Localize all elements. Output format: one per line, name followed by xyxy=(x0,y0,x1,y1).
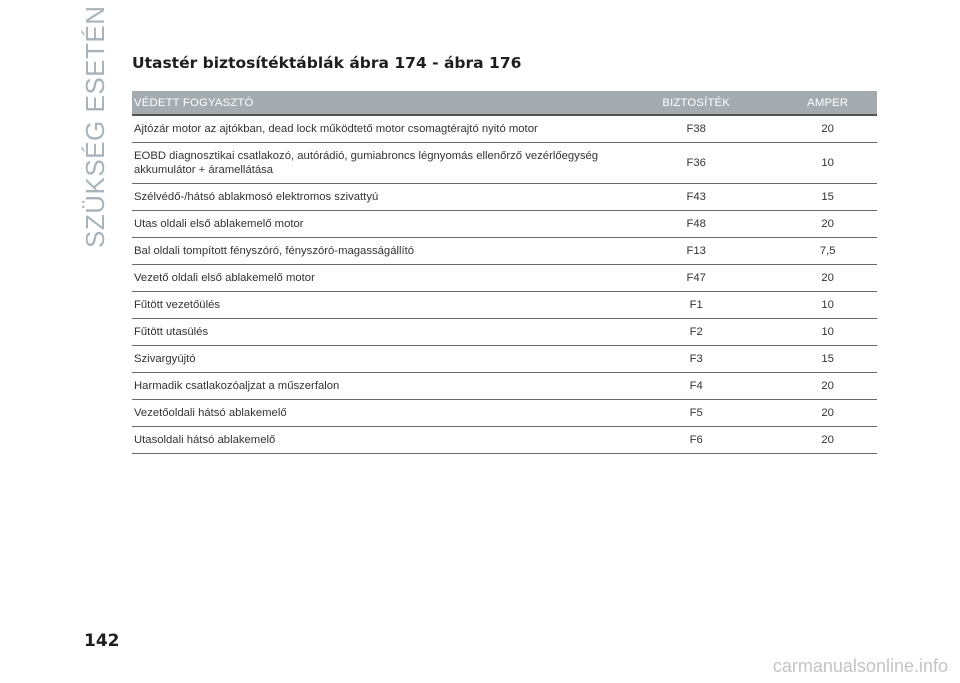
fuse-cell: F13 xyxy=(614,238,776,265)
table-row xyxy=(132,143,877,184)
fuse-cell: F5 xyxy=(614,400,776,427)
table-row xyxy=(132,319,877,346)
amp-cell: 15 xyxy=(776,184,877,211)
amp-cell: 20 xyxy=(776,373,877,400)
page-number: 142 xyxy=(84,631,120,651)
page-heading: Utastér biztosítéktáblák ábra 174 - ábra 176 xyxy=(132,54,522,72)
fuse-cell: F4 xyxy=(614,373,776,400)
amp-cell: 10 xyxy=(776,143,877,184)
fuse-cell: F47 xyxy=(614,265,776,292)
table-row xyxy=(132,184,877,211)
consumer-cell: Utas oldali első ablakemelő motor xyxy=(132,211,614,238)
consumer-cell: Fűtött utasülés xyxy=(132,319,614,346)
table-row xyxy=(132,292,877,319)
fuse-cell: F36 xyxy=(614,143,776,184)
consumer-cell: Vezető oldali első ablakemelő motor xyxy=(132,265,614,292)
table-row xyxy=(132,115,877,143)
amp-cell: 10 xyxy=(776,319,877,346)
consumer-cell: Szivargyújtó xyxy=(132,346,614,373)
amp-cell: 10 xyxy=(776,292,877,319)
fuse-cell: F48 xyxy=(614,211,776,238)
fuse-table-header-row xyxy=(132,91,877,115)
amp-cell: 20 xyxy=(776,265,877,292)
fuse-cell: F1 xyxy=(614,292,776,319)
amp-cell: 20 xyxy=(776,115,877,143)
section-side-title xyxy=(80,5,120,248)
section-side-title-text: SZÜKSÉG ESETÉN xyxy=(80,5,110,248)
header-consumer: VÉDETT FOGYASZTÓ xyxy=(132,91,614,115)
consumer-cell: Vezetőoldali hátsó ablakemelő xyxy=(132,400,614,427)
fuse-cell: F2 xyxy=(614,319,776,346)
consumer-cell: Szélvédő-/hátsó ablakmosó elektromos szivattyú xyxy=(132,184,614,211)
table-row xyxy=(132,373,877,400)
amp-cell: 15 xyxy=(776,346,877,373)
consumer-cell: Ajtózár motor az ajtókban, dead lock működtető motor csomagtérajtó nyitó motor xyxy=(132,115,614,143)
fuse-table xyxy=(132,91,877,454)
amp-cell: 20 xyxy=(776,427,877,454)
fuse-cell: F38 xyxy=(614,115,776,143)
amp-cell: 20 xyxy=(776,400,877,427)
consumer-cell: Utasoldali hátsó ablakemelő xyxy=(132,427,614,454)
consumer-cell: Bal oldali tompított fényszóró, fényszóró-magasságállító xyxy=(132,238,614,265)
consumer-cell: Harmadik csatlakozóaljzat a műszerfalon xyxy=(132,373,614,400)
table-row xyxy=(132,265,877,292)
amp-cell: 20 xyxy=(776,211,877,238)
table-row xyxy=(132,427,877,454)
fuse-cell: F6 xyxy=(614,427,776,454)
fuse-cell: F3 xyxy=(614,346,776,373)
consumer-cell: EOBD diagnosztikai csatlakozó, autórádió, gumiabroncs légnyomás ellenőrző vezérlőegység akkumulátor + áramellátása xyxy=(132,143,614,184)
watermark: carmanualsonline.info xyxy=(772,656,948,676)
table-row xyxy=(132,238,877,265)
table-row xyxy=(132,211,877,238)
consumer-cell: Fűtött vezetőülés xyxy=(132,292,614,319)
header-fuse: BIZTOSÍTÉK xyxy=(614,91,776,115)
fuse-cell: F43 xyxy=(614,184,776,211)
header-amp: AMPER xyxy=(776,91,877,115)
amp-cell: 7,5 xyxy=(776,238,877,265)
table-row xyxy=(132,400,877,427)
table-row xyxy=(132,346,877,373)
